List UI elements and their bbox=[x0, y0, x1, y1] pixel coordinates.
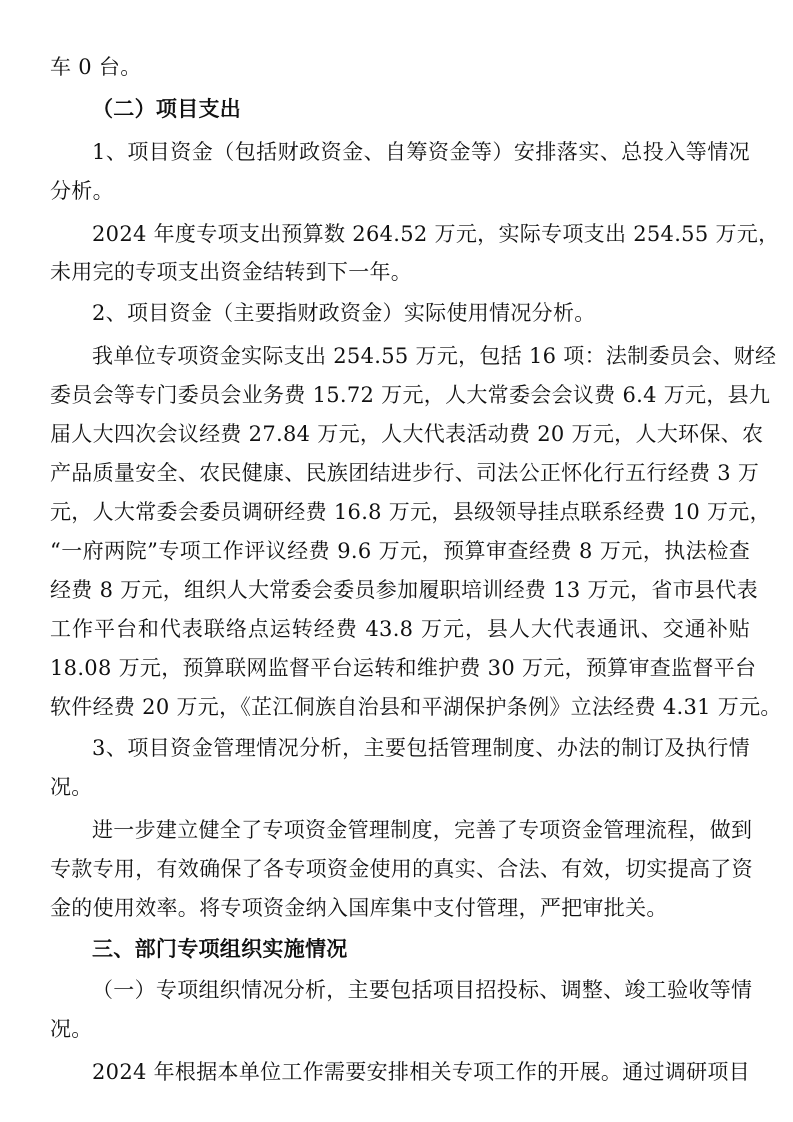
text-line-21: 专款专用，有效确保了各专项资金使用的真实、合法、有效，切实提高了资 bbox=[50, 857, 753, 881]
text-line-26: 2024 年根据本单位工作需要安排相关专项工作的开展。通过调研项目 bbox=[92, 1060, 751, 1084]
text-line-1: 车 0 台。 bbox=[50, 55, 142, 79]
section-heading-project-expenditure: （二）项目支出 bbox=[92, 97, 242, 121]
text-line-3: 1、项目资金（包括财政资金、自筹资金等）安排落实、总投入等情况 bbox=[92, 140, 750, 164]
section-heading-implementation: 三、部门专项组织实施情况 bbox=[92, 937, 348, 961]
text-line-4: 分析。 bbox=[50, 179, 114, 203]
text-line-24: （一）专项组织情况分析，主要包括项目招投标、调整、竣工验收等情 bbox=[92, 978, 753, 1002]
text-line-25: 况。 bbox=[50, 1017, 93, 1041]
text-line-9: 委员会等专门委员会业务费 15.72 万元，人大常委会会议费 6.4 万元，县九 bbox=[50, 383, 771, 407]
text-line-8: 我单位专项资金实际支出 254.55 万元，包括 16 项：法制委员会、财经 bbox=[92, 344, 777, 368]
text-line-18: 3、项目资金管理情况分析，主要包括管理制度、办法的制订及执行情 bbox=[92, 736, 750, 760]
text-line-12: 元，人大常委会委员调研经费 16.8 万元，县级领导挂点联系经费 10 万元， bbox=[50, 500, 771, 524]
text-line-13: “一府两院”专项工作评议经费 9.6 万元，预算审查经费 8 万元，执法检查 bbox=[50, 539, 750, 563]
text-line-7: 2、项目资金（主要指财政资金）实际使用情况分析。 bbox=[92, 301, 596, 325]
text-line-10: 届人大四次会议经费 27.84 万元，人大代表活动费 20 万元，人大环保、农 bbox=[50, 422, 764, 446]
text-line-14: 经费 8 万元，组织人大常委会委员参加履职培训经费 13 万元，省市县代表 bbox=[50, 578, 758, 602]
text-line-16: 18.08 万元，预算联网监督平台运转和维护费 30 万元，预算审查监督平台 bbox=[50, 656, 757, 680]
text-line-6: 未用完的专项支出资金结转到下一年。 bbox=[50, 260, 413, 284]
text-line-15: 工作平台和代表联络点运转经费 43.8 万元，县人大代表通讯、交通补贴 bbox=[50, 617, 750, 641]
text-line-19: 况。 bbox=[50, 775, 93, 799]
text-line-20: 进一步建立健全了专项资金管理制度，完善了专项资金管理流程，做到 bbox=[92, 818, 753, 842]
text-line-5: 2024 年度专项支出预算数 264.52 万元，实际专项支出 254.55 万元， bbox=[92, 222, 780, 246]
text-line-17: 软件经费 20 万元，《芷江侗族自治县和平湖保护条例》立法经费 4.31 万元。 bbox=[50, 695, 782, 719]
text-line-22: 金的使用效率。将专项资金纳入国库集中支付管理，严把审批关。 bbox=[50, 896, 668, 920]
text-line-11: 产品质量安全、农民健康、民族团结进步行、司法公正怀化行五行经费 3 万 bbox=[50, 461, 760, 485]
